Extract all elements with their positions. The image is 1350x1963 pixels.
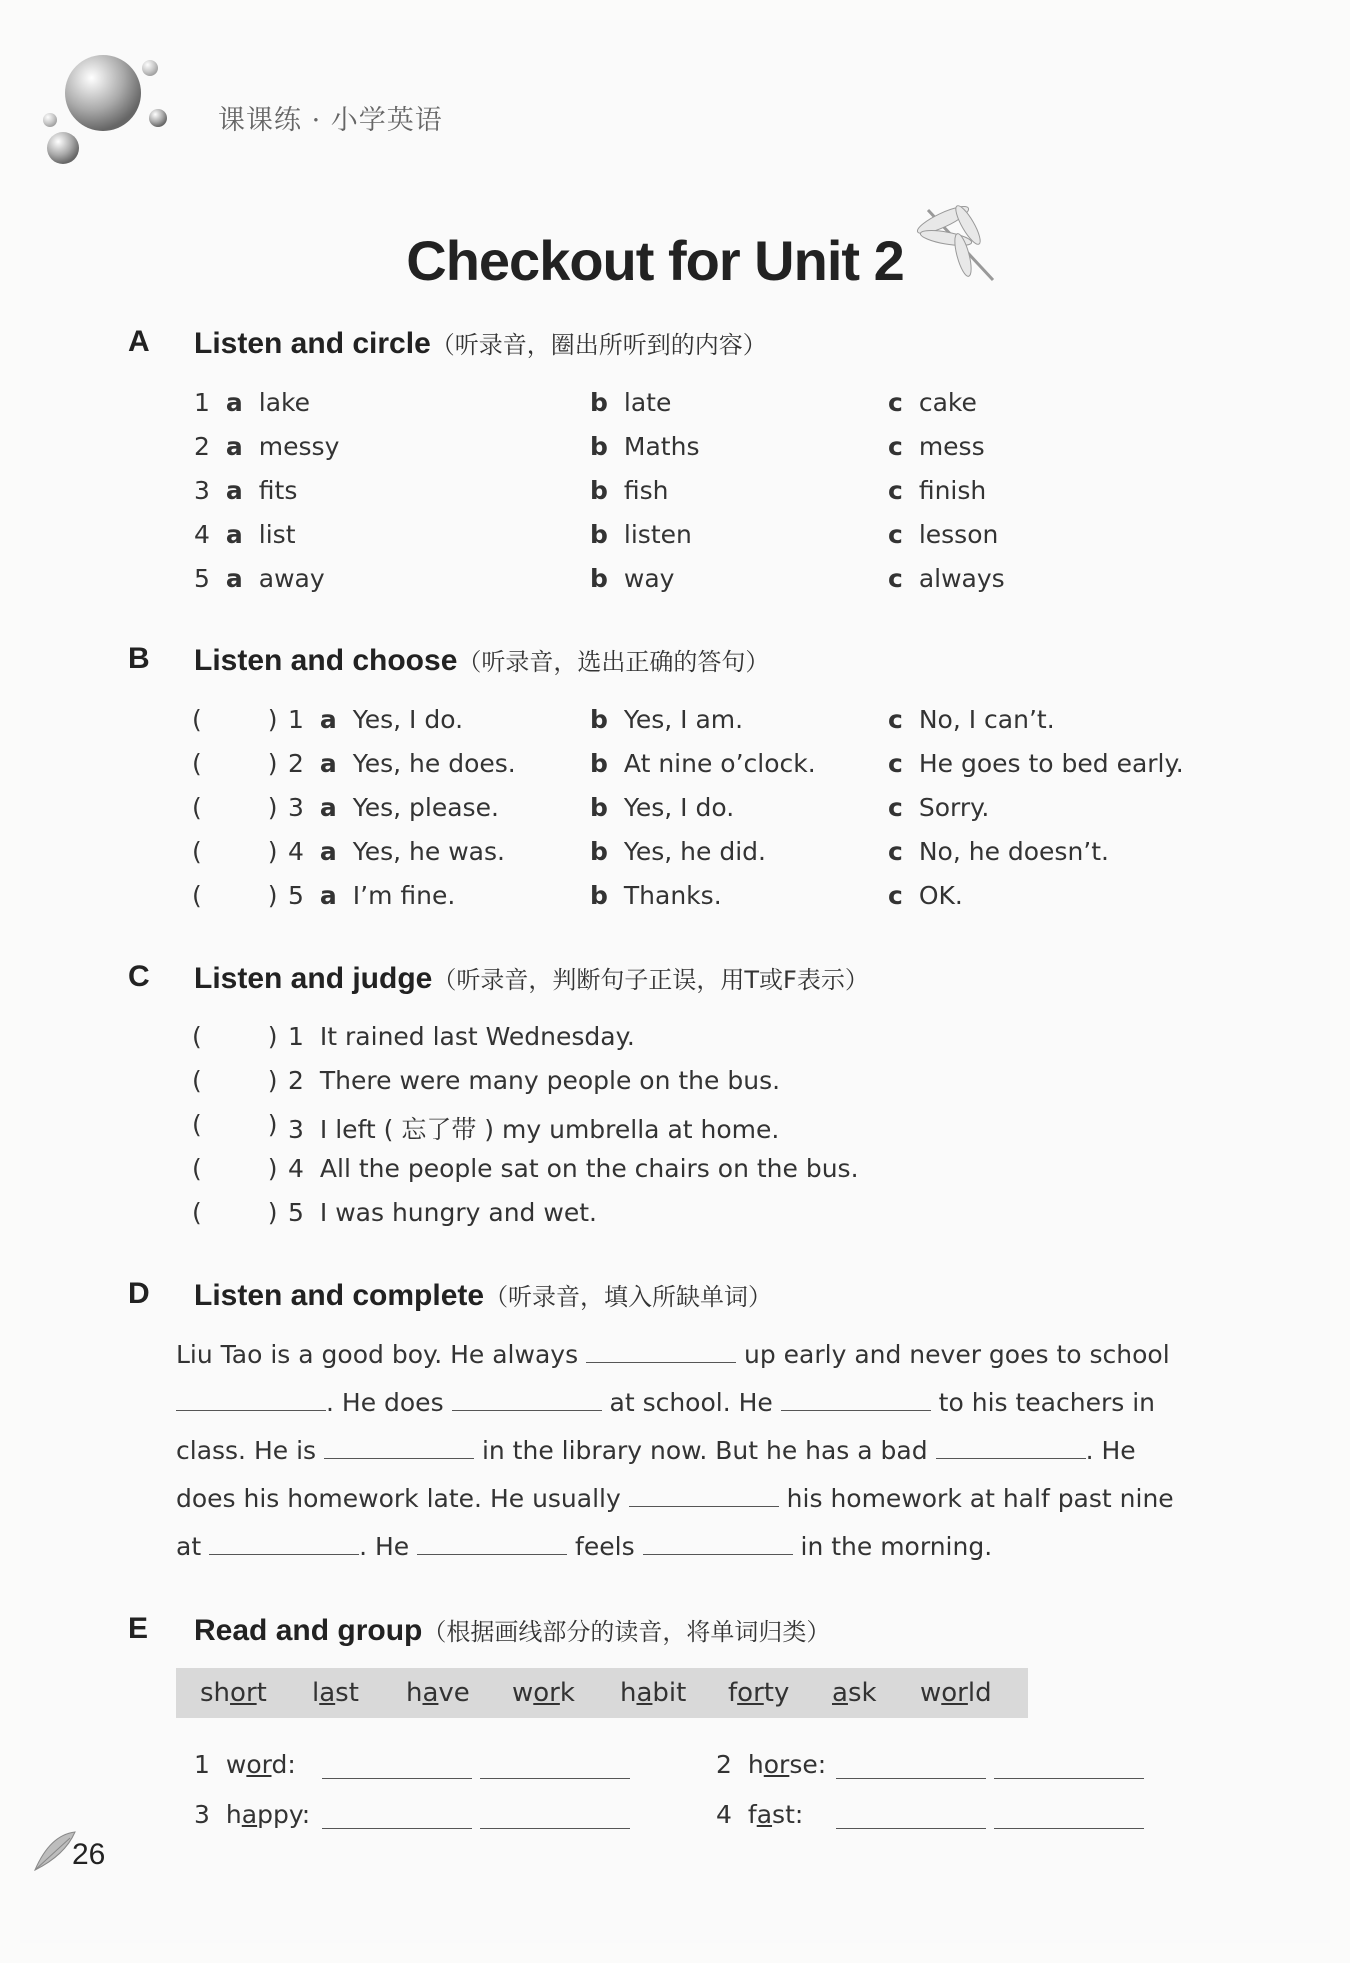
group-label: 4 fast: <box>716 1800 804 1829</box>
fill-blank[interactable] <box>629 1482 779 1507</box>
item-number: 3 <box>288 1115 304 1144</box>
option-c: He goes to bed early. <box>918 749 1184 778</box>
item-number: 5 <box>288 1198 304 1227</box>
list-item <box>288 837 505 866</box>
option-b: At nine o’clock. <box>623 749 816 778</box>
answer-blank[interactable] <box>322 1828 472 1829</box>
word-bank-item: ask <box>832 1678 877 1708</box>
answer-blank[interactable] <box>994 1778 1144 1779</box>
option-a: I’m fine. <box>352 881 456 910</box>
option-a[interactable]: messy <box>258 432 340 461</box>
option-c: No, I can’t. <box>918 705 1055 734</box>
list-item <box>194 388 310 417</box>
section-a-letter: A <box>128 325 150 358</box>
list-item <box>288 1066 780 1095</box>
option-a[interactable]: fits <box>258 476 298 505</box>
option-letter: a <box>319 793 337 822</box>
option-a: Yes, he was. <box>352 837 505 866</box>
text-segment: up early and never goes to school <box>736 1340 1170 1369</box>
list-item <box>888 388 977 417</box>
option-c[interactable]: cake <box>918 388 977 417</box>
list-item <box>590 881 722 910</box>
option-letter: a <box>319 749 337 778</box>
option-letter: c <box>888 837 903 866</box>
list-item <box>590 837 766 866</box>
section-e-heading <box>194 1612 830 1648</box>
option-c[interactable]: finish <box>918 476 987 505</box>
section-c-title: Listen and judge <box>194 962 433 995</box>
text-segment: to his teachers in <box>930 1388 1156 1417</box>
text-segment: at <box>176 1532 210 1561</box>
statement-text: I left ( 忘了带 ) my umbrella at home. <box>319 1115 780 1144</box>
word-bank-item: habit <box>620 1678 687 1708</box>
option-a[interactable]: lake <box>258 388 311 417</box>
list-item <box>888 432 985 461</box>
dragonfly-icon <box>908 200 1008 290</box>
answer-blank[interactable] <box>480 1778 630 1779</box>
option-b[interactable]: way <box>623 564 675 593</box>
page-title: Checkout for Unit 2 <box>406 229 904 292</box>
answer-parentheses[interactable]: ( ) <box>192 749 278 778</box>
text-segment: class. He is <box>176 1436 324 1465</box>
option-letter: a <box>319 837 337 866</box>
list-item <box>888 564 1005 593</box>
option-letter: b <box>590 476 608 505</box>
list-item <box>888 837 1109 866</box>
answer-blank[interactable] <box>480 1828 630 1829</box>
option-a: Yes, he does. <box>352 749 516 778</box>
section-a-instruction: （听录音，圈出所听到的内容） <box>430 331 767 359</box>
option-letter: c <box>888 388 903 417</box>
list-item <box>194 564 325 593</box>
answer-parentheses[interactable]: ( ) <box>192 705 278 734</box>
option-letter: b <box>590 793 608 822</box>
option-b: Thanks. <box>623 881 722 910</box>
fill-blank[interactable] <box>452 1386 602 1411</box>
section-c-letter: C <box>128 960 150 993</box>
paragraph-line <box>176 1530 992 1561</box>
statement-text: It rained last Wednesday. <box>319 1022 635 1051</box>
section-c-heading <box>194 960 869 996</box>
option-letter: c <box>888 432 903 461</box>
option-a: Yes, please. <box>352 793 499 822</box>
option-a: Yes, I do. <box>352 705 464 734</box>
text-segment: does his homework late. He usually <box>176 1484 629 1513</box>
option-b: Yes, I am. <box>623 705 744 734</box>
item-number: 2 <box>194 432 210 461</box>
option-letter: b <box>590 564 608 593</box>
item-number: 1 <box>288 1022 304 1051</box>
option-c[interactable]: mess <box>918 432 985 461</box>
list-item <box>590 793 734 822</box>
section-e-title: Read and group <box>194 1614 423 1647</box>
word-bank <box>176 1668 1028 1718</box>
paragraph-line <box>176 1482 1174 1513</box>
option-letter: c <box>888 749 903 778</box>
section-a-title: Listen and circle <box>194 327 431 360</box>
answer-blank[interactable] <box>322 1778 472 1779</box>
text-segment: in the morning. <box>792 1532 993 1561</box>
item-number: 4 <box>288 837 304 866</box>
option-letter: c <box>888 520 903 549</box>
list-item <box>288 1110 779 1146</box>
list-item <box>888 881 963 910</box>
statement-text: There were many people on the bus. <box>319 1066 781 1095</box>
item-number: 2 <box>288 1066 304 1095</box>
item-number: 1 <box>288 705 304 734</box>
option-letter: a <box>319 705 337 734</box>
list-item <box>590 432 699 461</box>
statement-text: I was hungry and wet. <box>319 1198 597 1227</box>
text-segment: his homework at half past nine <box>778 1484 1174 1513</box>
option-letter: b <box>590 388 608 417</box>
list-item <box>288 1154 859 1183</box>
section-c-instruction: （听录音，判断句子正误，用T或F表示） <box>432 966 869 994</box>
list-item <box>194 520 296 549</box>
option-letter: b <box>590 432 608 461</box>
option-c[interactable]: always <box>918 564 1005 593</box>
list-item <box>590 520 692 549</box>
list-item <box>194 432 339 461</box>
word-bank-item: short <box>200 1678 267 1708</box>
item-number: 4 <box>288 1154 304 1183</box>
statement-text: All the people sat on the chairs on the bus. <box>319 1154 859 1183</box>
option-b[interactable]: fish <box>623 476 669 505</box>
option-letter: a <box>225 432 243 461</box>
text-segment: at school. He <box>601 1388 781 1417</box>
text-segment: Liu Tao is a good boy. He always <box>176 1340 587 1369</box>
list-item <box>288 705 463 734</box>
word-bank-item: last <box>312 1678 359 1708</box>
section-b-instruction: （听录音，选出正确的答句） <box>457 648 770 676</box>
group-label: 3 happy: <box>194 1800 311 1829</box>
item-number: 1 <box>194 388 210 417</box>
answer-parentheses[interactable]: ( ) <box>192 837 278 866</box>
text-segment: . He <box>1085 1436 1136 1465</box>
section-e-letter: E <box>128 1612 149 1645</box>
answer-blank[interactable] <box>836 1778 986 1779</box>
option-letter: c <box>888 793 903 822</box>
word-bank-item: work <box>512 1678 575 1708</box>
answer-parentheses[interactable]: ( ) <box>192 881 278 910</box>
answer-parentheses[interactable]: ( ) <box>192 1066 278 1095</box>
fill-blank[interactable] <box>209 1530 359 1555</box>
item-number: 3 <box>288 793 304 822</box>
list-item <box>194 476 297 505</box>
option-b: Yes, I do. <box>623 793 735 822</box>
answer-parentheses[interactable]: ( ) <box>192 1110 278 1139</box>
list-item <box>288 1022 635 1051</box>
list-item <box>288 881 455 910</box>
text-segment: . He does <box>326 1388 452 1417</box>
option-letter: b <box>590 837 608 866</box>
word-bank-item: have <box>406 1678 470 1708</box>
item-number: 5 <box>288 881 304 910</box>
option-letter: a <box>319 881 337 910</box>
fill-blank[interactable] <box>586 1338 736 1363</box>
section-d-title: Listen and complete <box>194 1279 485 1312</box>
option-b: Yes, he did. <box>623 837 766 866</box>
option-a[interactable]: away <box>258 564 325 593</box>
option-c: No, he doesn’t. <box>918 837 1110 866</box>
paragraph-line <box>176 1434 1136 1465</box>
section-d-heading <box>194 1277 772 1313</box>
item-number: 2 <box>288 749 304 778</box>
option-c: Sorry. <box>918 793 990 822</box>
option-b[interactable]: Maths <box>623 432 700 461</box>
group-label: 1 word: <box>194 1750 296 1779</box>
fill-blank[interactable] <box>643 1530 793 1555</box>
option-letter: a <box>225 476 243 505</box>
list-item <box>888 476 986 505</box>
option-letter: a <box>225 564 243 593</box>
section-e-instruction: （根据画线部分的读音，将单词归类） <box>422 1618 831 1646</box>
list-item <box>590 705 743 734</box>
fill-blank[interactable] <box>324 1434 474 1459</box>
fill-blank[interactable] <box>936 1434 1086 1459</box>
list-item <box>888 705 1055 734</box>
option-b[interactable]: late <box>623 388 672 417</box>
paragraph-line <box>176 1338 1170 1369</box>
list-item <box>590 564 674 593</box>
list-item <box>888 793 989 822</box>
answer-parentheses[interactable]: ( ) <box>192 1198 278 1227</box>
fill-blank[interactable] <box>176 1386 326 1411</box>
option-letter: b <box>590 749 608 778</box>
list-item <box>888 520 998 549</box>
item-number: 3 <box>194 476 210 505</box>
option-letter: b <box>590 705 608 734</box>
list-item <box>590 749 816 778</box>
bubbles-decoration-icon <box>28 38 188 178</box>
item-number: 5 <box>194 564 210 593</box>
text-segment: feels <box>567 1532 643 1561</box>
option-b[interactable]: listen <box>623 520 692 549</box>
list-item <box>288 1198 597 1227</box>
list-item <box>888 749 1184 778</box>
answer-parentheses[interactable]: ( ) <box>192 793 278 822</box>
option-a[interactable]: list <box>258 520 296 549</box>
option-letter: b <box>590 881 608 910</box>
section-d-letter: D <box>128 1277 150 1310</box>
option-letter: c <box>888 705 903 734</box>
option-letter: a <box>225 520 243 549</box>
paragraph-line <box>176 1386 1155 1417</box>
word-bank-item: forty <box>728 1678 790 1708</box>
fill-blank[interactable] <box>781 1386 931 1411</box>
item-number: 4 <box>194 520 210 549</box>
list-item <box>590 388 671 417</box>
option-c: OK. <box>918 881 963 910</box>
section-b-heading <box>194 642 769 678</box>
list-item <box>590 476 669 505</box>
word-bank-item: world <box>920 1678 992 1708</box>
section-b-title: Listen and choose <box>194 644 458 677</box>
answer-blank[interactable] <box>994 1828 1144 1829</box>
option-letter: c <box>888 564 903 593</box>
section-d-instruction: （听录音，填入所缺单词） <box>484 1283 773 1311</box>
series-title: 课课练 · 小学英语 <box>218 105 443 136</box>
section-b-letter: B <box>128 642 150 675</box>
option-letter: b <box>590 520 608 549</box>
list-item <box>288 749 516 778</box>
text-segment: . He <box>359 1532 418 1561</box>
fill-blank[interactable] <box>417 1530 567 1555</box>
answer-blank[interactable] <box>836 1828 986 1829</box>
option-letter: c <box>888 881 903 910</box>
answer-parentheses[interactable]: ( ) <box>192 1154 278 1183</box>
section-a-heading <box>194 325 767 361</box>
option-letter: c <box>888 476 903 505</box>
group-label: 2 horse: <box>716 1750 827 1779</box>
answer-parentheses[interactable]: ( ) <box>192 1022 278 1051</box>
option-letter: a <box>225 388 243 417</box>
page-number: 26 <box>72 1838 106 1871</box>
text-segment: in the library now. But he has a bad <box>474 1436 936 1465</box>
option-c[interactable]: lesson <box>918 520 999 549</box>
list-item <box>288 793 499 822</box>
